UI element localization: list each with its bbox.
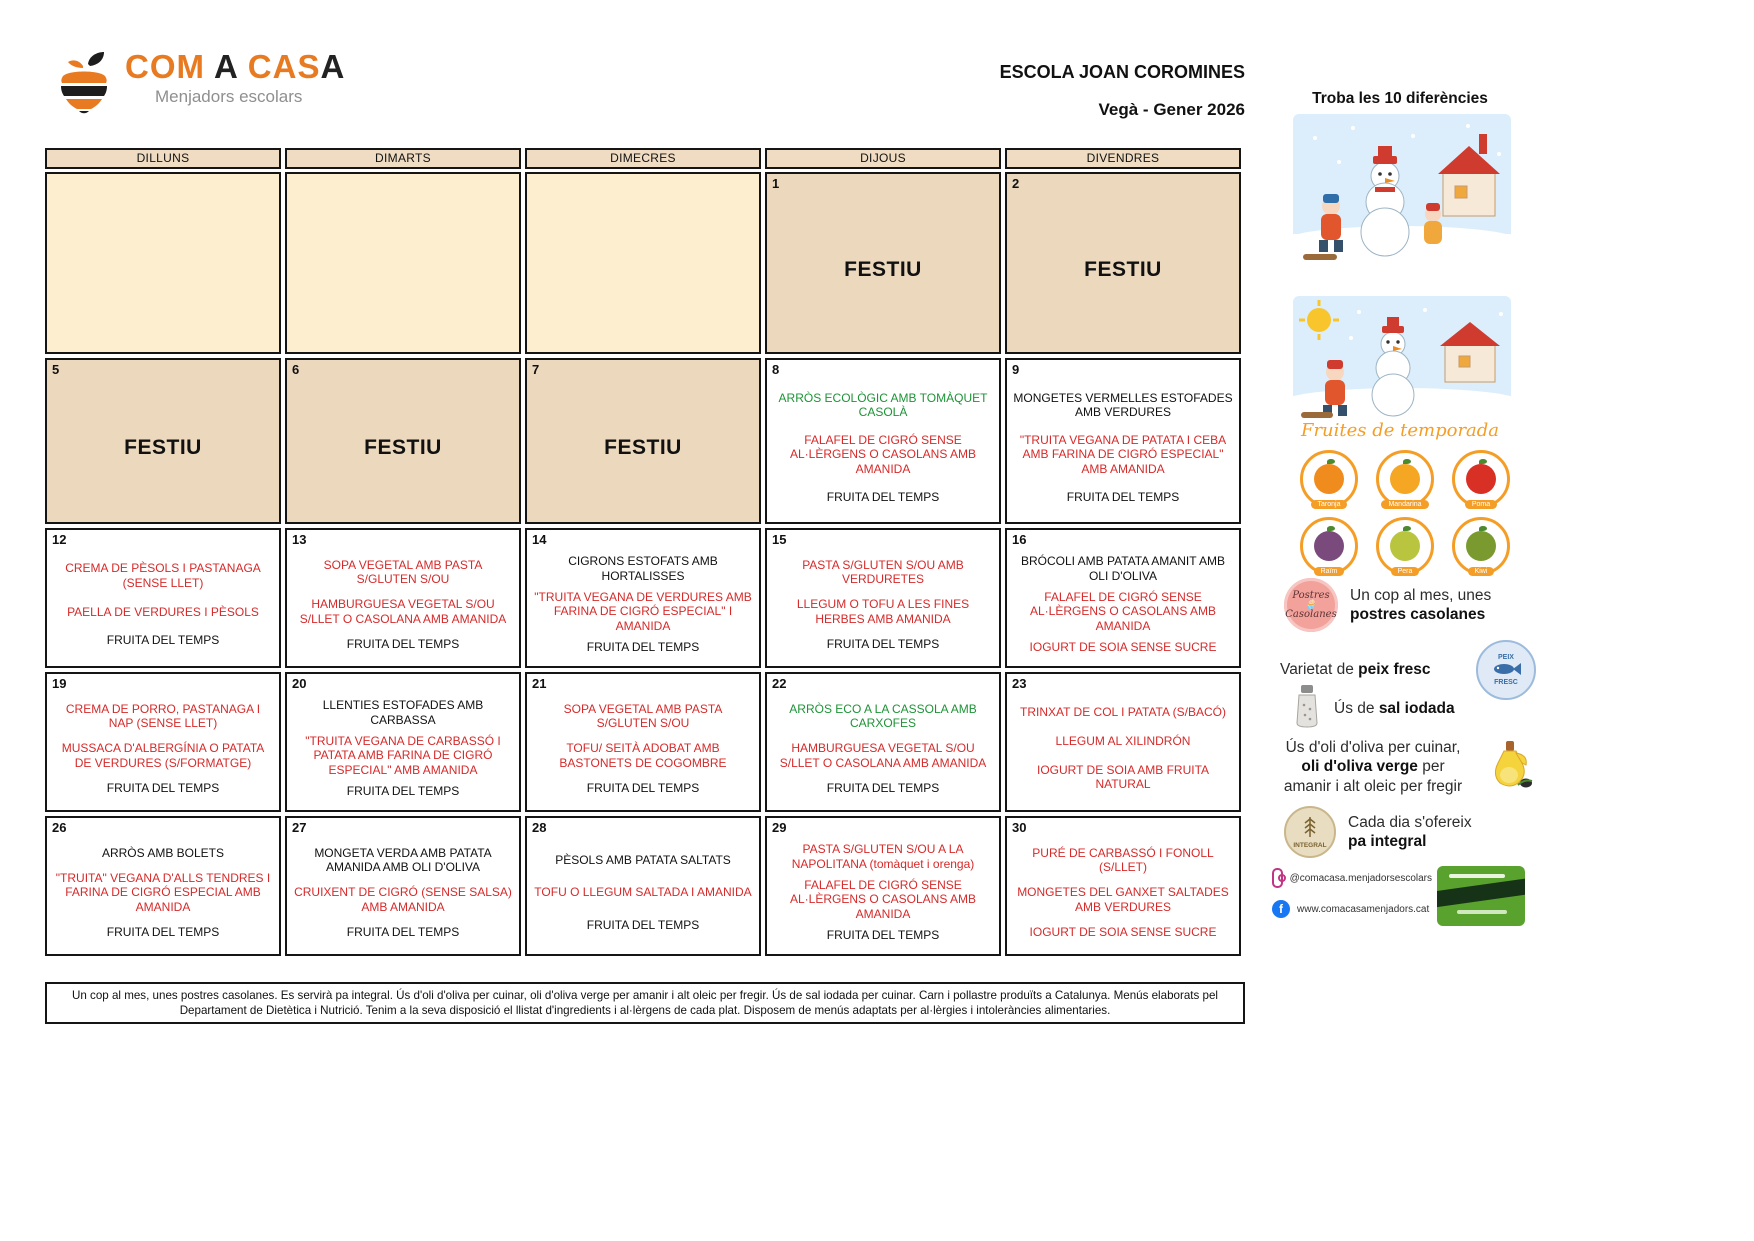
- day-cell-29: [765, 816, 1001, 956]
- day-number: 5: [52, 362, 60, 377]
- menu-items: [52, 835, 274, 950]
- menu-items: [772, 835, 994, 950]
- menu-item: MONGETES DEL GANXET SALTADES AMB VERDURES: [1017, 885, 1229, 914]
- social-handle: @comacasa.menjadorsescolars: [1289, 872, 1432, 884]
- menu-items: [52, 691, 274, 806]
- fruit-badge-pear: [1377, 517, 1433, 576]
- info-text: Ús d'oli d'oliva per cuinar, oli d'oliva verge per amanir i alt oleic per fregir: [1283, 739, 1463, 795]
- calendar-week: [45, 528, 1241, 668]
- day-number: 12: [52, 532, 67, 547]
- menu-item: SOPA VEGETAL AMB PASTA S/GLUTEN S/OU: [563, 701, 723, 731]
- seasonal-fruits-title: Fruites de temporada: [1300, 420, 1500, 441]
- day-number: 28: [532, 820, 547, 835]
- salt-shaker-icon: [1292, 683, 1322, 734]
- menu-item: FALAFEL DE CIGRÓ SENSE AL·LÈRGENS O CASOLANS AMB AMANIDA: [1029, 590, 1217, 633]
- day-cell-empty: [45, 172, 281, 354]
- social-row: [1272, 900, 1432, 918]
- menu-item: HAMBURGUESA VEGETAL S/OU S/LLET O CASOLANA AMB AMANIDA: [779, 741, 987, 770]
- menu-item: FRUITA DEL TEMPS: [826, 780, 940, 795]
- day-cell-13: [285, 528, 521, 668]
- day-number: 9: [1012, 362, 1020, 377]
- menu-month-title: Vegà - Gener 2026: [1098, 100, 1245, 119]
- menu-item: "TRUITA" VEGANA D'ALLS TENDRES I FARINA DE CIGRÓ ESPECIAL AMB AMANIDA: [55, 870, 271, 914]
- brand-name: [125, 50, 345, 83]
- menu-item: ARRÒS ECOLÒGIC AMB TOMÀQUET CASOLÀ: [778, 390, 988, 420]
- menu-items: [772, 377, 994, 518]
- brand-letter: C: [125, 48, 150, 85]
- day-number: 22: [772, 676, 787, 691]
- menu-item: "TRUITA VEGANA DE PATATA I CEBA AMB FARINA DE CIGRÓ ESPECIAL" AMB AMANIDA: [1019, 433, 1227, 476]
- day-cell-1: [765, 172, 1001, 354]
- day-header-dijous: DIJOUS: [765, 148, 1001, 169]
- brand-letter: M: [176, 48, 206, 85]
- menu-item: "TRUITA VEGANA DE CARBASSÓ I PATATA AMB FARINA DE CIGRÓ ESPECIAL" AMB AMANIDA: [305, 734, 501, 777]
- day-number: 1: [772, 176, 780, 191]
- seasonal-fruits-list: [1296, 450, 1514, 576]
- day-number: 2: [1012, 176, 1020, 191]
- day-number: 13: [292, 532, 307, 547]
- day-number: 20: [292, 676, 307, 691]
- info-text: Cada dia s'ofereix pa integral: [1348, 813, 1472, 850]
- day-number: 26: [52, 820, 67, 835]
- menu-item: BRÓCOLI AMB PATATA AMANIT AMB OLI D'OLIVA: [1020, 554, 1226, 583]
- menu-items: [1012, 547, 1234, 662]
- menu-item: ARRÒS ECO A LA CASSOLA AMB CARXOFES: [789, 701, 977, 731]
- menu-item: FRUITA DEL TEMPS: [826, 928, 940, 943]
- menu-item: FALAFEL DE CIGRÓ SENSE AL·LÈRGENS O CASOLANS AMB AMANIDA: [789, 433, 977, 476]
- fruit-label: Mandarina: [1381, 500, 1428, 509]
- menu-item: MONGETA VERDA AMB PATATA AMANIDA AMB OLI D'OLIVA: [314, 845, 492, 875]
- info-item-postres-casolanes: [1284, 578, 1534, 632]
- menu-item: FRUITA DEL TEMPS: [826, 636, 940, 651]
- day-cell-15: [765, 528, 1001, 668]
- menu-item: PURÉ DE CARBASSÓ I FONOLL (S/LLET): [1032, 845, 1214, 875]
- fruit-badge-kiwi: [1453, 517, 1509, 576]
- fruit-badge-apple: [1453, 450, 1509, 509]
- day-number: 15: [772, 532, 787, 547]
- day-cell-21: [525, 672, 761, 812]
- fruit-label: Pera: [1391, 567, 1420, 576]
- day-cell-26: [45, 816, 281, 956]
- menu-items: [52, 547, 274, 662]
- menu-item: LLEGUM O TOFU A LES FINES HERBES AMB AMANIDA: [796, 597, 970, 626]
- calendar-body: [45, 172, 1241, 956]
- day-cell-30: [1005, 816, 1241, 956]
- menu-item: IOGURT DE SOIA AMB FRUITA NATURAL: [1036, 762, 1210, 792]
- menu-item: FRUITA DEL TEMPS: [586, 917, 700, 932]
- menu-items: [292, 691, 514, 806]
- menu-item: FRUITA DEL TEMPS: [346, 636, 460, 651]
- day-header-dimarts: DIMARTS: [285, 148, 521, 169]
- calendar-week: [45, 172, 1241, 354]
- menu-item: FRUITA DEL TEMPS: [106, 924, 220, 939]
- fruit-badge-mandarin: [1377, 450, 1433, 509]
- brand-letter: O: [149, 48, 177, 85]
- day-cell-22: [765, 672, 1001, 812]
- menu-items: [532, 547, 754, 662]
- menu-items: [772, 691, 994, 806]
- calendar-week: [45, 816, 1241, 956]
- day-cell-empty: [525, 172, 761, 354]
- calendar-week: [45, 358, 1241, 524]
- menu-item: IOGURT DE SOIA SENSE SUCRE: [1029, 924, 1217, 939]
- menu-item: FALAFEL DE CIGRÓ SENSE AL·LÈRGENS O CASOLANS AMB AMANIDA: [789, 878, 977, 921]
- menu-item: FRUITA DEL TEMPS: [586, 780, 700, 795]
- menu-item: LLENTIES ESTOFADES AMB CARBASSA: [322, 698, 484, 727]
- menu-item: CRUIXENT DE CIGRÓ (SENSE SALSA) AMB AMANIDA: [294, 885, 512, 914]
- info-text: Ús de sal iodada: [1334, 699, 1455, 717]
- day-cell-5: [45, 358, 281, 524]
- footnote-text: Un cop al mes, unes postres casolanes. Es servirà pa integral. Ús d'oli d'oliva per cuinar, oli d'oliva verge per amanir i alt oleic per fregir. Ús de sal iodada per cuinar. Carn i pollastre produïts a Catalunya. Menús elaborats pel Departament de Dietètica i Nutrició. Tenim a la seva disposició el llistat d'ingredients i al·lèrgens de cada plat. Disposem de menús adaptats per al·lèrgies i intoleràncies alimentaries.: [45, 982, 1245, 1024]
- menu-item: MONGETES VERMELLES ESTOFADES AMB VERDURES: [1013, 390, 1233, 420]
- menu-item: CREMA DE PÈSOLS I PASTANAGA (SENSE LLET): [65, 561, 261, 590]
- day-cell-empty: [285, 172, 521, 354]
- menu-item: CREMA DE PORRO, PASTANAGA I NAP (SENSE LLET): [65, 701, 261, 731]
- fruit-label: Raïm: [1314, 567, 1345, 576]
- info-text: Un cop al mes, unes postres casolanes: [1350, 586, 1492, 623]
- menu-item: FRUITA DEL TEMPS: [826, 489, 940, 504]
- fruit-badge-orange: [1301, 450, 1357, 509]
- day-cell-7: [525, 358, 761, 524]
- menu-item: TRINXAT DE COL I PATATA (S/BACÓ): [1019, 705, 1227, 720]
- holiday-label: FESTIU: [1084, 257, 1162, 281]
- fruit-label: Kiwi: [1468, 567, 1495, 576]
- menu-item: PASTA S/GLUTEN S/OU AMB VERDURETES: [802, 557, 964, 587]
- fresh-fish-stamp-icon: PEIX FRESC: [1476, 640, 1536, 700]
- day-number: 6: [292, 362, 300, 377]
- school-title: ESCOLA JOAN COROMINES: [999, 62, 1245, 82]
- day-number: 14: [532, 532, 547, 547]
- calendar-week: [45, 672, 1241, 812]
- brand-letter: S: [297, 48, 321, 85]
- menu-items: [772, 547, 994, 662]
- holiday-label: FESTIU: [124, 435, 202, 459]
- day-header-dimecres: DIMECRES: [525, 148, 761, 169]
- menu-item: FRUITA DEL TEMPS: [106, 780, 220, 795]
- brand-logo: [55, 50, 345, 114]
- menu-items: [1012, 691, 1234, 806]
- integral-bread-stamp-icon: INTEGRAL: [1284, 806, 1336, 858]
- day-cell-27: [285, 816, 521, 956]
- menu-item: "TRUITA VEGANA DE VERDURES AMB FARINA DE CIGRÓ ESPECIAL" I AMANIDA: [534, 590, 752, 633]
- holiday-label: FESTIU: [844, 257, 922, 281]
- menu-item: TOFU/ SEITÀ ADOBAT AMB BASTONETS DE COGOMBRE: [559, 741, 727, 770]
- day-number: 8: [772, 362, 780, 377]
- brand-subtitle: Menjadors escolars: [155, 87, 303, 106]
- day-number: 21: [532, 676, 547, 691]
- facebook-icon: f: [1272, 900, 1290, 918]
- day-cell-16: [1005, 528, 1241, 668]
- menu-item: TOFU O LLEGUM SALTADA I AMANIDA: [534, 885, 752, 900]
- fruit-badge-grapes: [1301, 517, 1357, 576]
- social-row: [1272, 868, 1432, 888]
- menu-items: [1012, 377, 1234, 518]
- info-item-integral-bread: [1284, 806, 1534, 858]
- postres-casolanes-badge-icon: Postres 🧁 Casolanes: [1284, 578, 1338, 632]
- brand-letter: A: [320, 48, 346, 85]
- partner-logo: [1437, 866, 1525, 926]
- day-number: 29: [772, 820, 787, 835]
- fruit-label: Poma: [1465, 500, 1497, 509]
- day-cell-14: [525, 528, 761, 668]
- menu-items: [292, 547, 514, 662]
- day-header-divendres: DIVENDRES: [1005, 148, 1241, 169]
- info-item-olive-oil-jug: [1274, 738, 1536, 796]
- apple-logo-icon: [55, 50, 113, 114]
- day-number: 30: [1012, 820, 1027, 835]
- day-cell-8: [765, 358, 1001, 524]
- menu-item: FRUITA DEL TEMPS: [586, 640, 700, 655]
- info-item-salt-shaker: [1292, 683, 1532, 734]
- menu-items: [292, 835, 514, 950]
- menu-item: PAELLA DE VERDURES I PÈSOLS: [67, 604, 259, 619]
- day-cell-12: [45, 528, 281, 668]
- menu-calendar: [45, 148, 1241, 960]
- menu-item: IOGURT DE SOIA SENSE SUCRE: [1029, 640, 1217, 655]
- social-links: [1272, 868, 1432, 930]
- menu-item: LLEGUM AL XILINDRÓN: [1055, 734, 1191, 749]
- holiday-label: FESTIU: [604, 435, 682, 459]
- day-cell-9: [1005, 358, 1241, 524]
- day-cell-20: [285, 672, 521, 812]
- menu-item: FRUITA DEL TEMPS: [1066, 489, 1180, 504]
- brand-letter: [238, 48, 248, 85]
- brand-letter: [205, 48, 214, 85]
- menu-item: FRUITA DEL TEMPS: [106, 633, 220, 648]
- day-cell-6: [285, 358, 521, 524]
- spot-the-difference-image-1: [1293, 114, 1511, 284]
- menu-item: SOPA VEGETAL AMB PASTA S/GLUTEN S/OU: [323, 557, 483, 587]
- brand-letter: A: [272, 48, 298, 85]
- day-number: 7: [532, 362, 540, 377]
- day-number: 27: [292, 820, 307, 835]
- holiday-label: FESTIU: [364, 435, 442, 459]
- menu-item: PASTA S/GLUTEN S/OU A LA NAPOLITANA (tomàquet i orenga): [791, 842, 975, 871]
- day-header-dilluns: DILLUNS: [45, 148, 281, 169]
- menu-items: [532, 691, 754, 806]
- day-cell-28: [525, 816, 761, 956]
- info-text: Varietat de peix fresc: [1280, 661, 1431, 679]
- menu-items: [1012, 835, 1234, 950]
- day-number: 16: [1012, 532, 1027, 547]
- menu-items: [532, 835, 754, 950]
- menu-item: FRUITA DEL TEMPS: [346, 784, 460, 799]
- menu-item: FRUITA DEL TEMPS: [346, 924, 460, 939]
- day-cell-23: [1005, 672, 1241, 812]
- brand-letter: A: [213, 48, 238, 85]
- calendar-day-headers: [45, 148, 1241, 169]
- social-handle: www.comacasamenjadors.cat: [1297, 903, 1430, 915]
- menu-item: MUSSACA D'ALBERGÍNIA O PATATA DE VERDURES (S/FORMATGE): [61, 741, 265, 770]
- menu-item: CIGRONS ESTOFATS AMB HORTALISSES: [568, 554, 718, 583]
- menu-item: HAMBURGUESA VEGETAL S/OU S/LLET O CASOLANA AMB AMANIDA: [299, 597, 507, 626]
- day-cell-2: [1005, 172, 1241, 354]
- spot-the-difference-image-2: [1293, 296, 1511, 440]
- day-cell-19: [45, 672, 281, 812]
- menu-item: ARRÒS AMB BOLETS: [101, 845, 225, 860]
- fruit-label: Taronja: [1311, 500, 1348, 509]
- olive-oil-jug-icon: [1484, 739, 1536, 796]
- menu-item: PÈSOLS AMB PATATA SALTATS: [555, 852, 731, 867]
- spot-differences-title: Troba les 10 diferències: [1312, 90, 1488, 107]
- instagram-icon: [1272, 868, 1283, 888]
- day-number: 19: [52, 676, 67, 691]
- brand-letter: C: [247, 48, 273, 85]
- day-number: 23: [1012, 676, 1027, 691]
